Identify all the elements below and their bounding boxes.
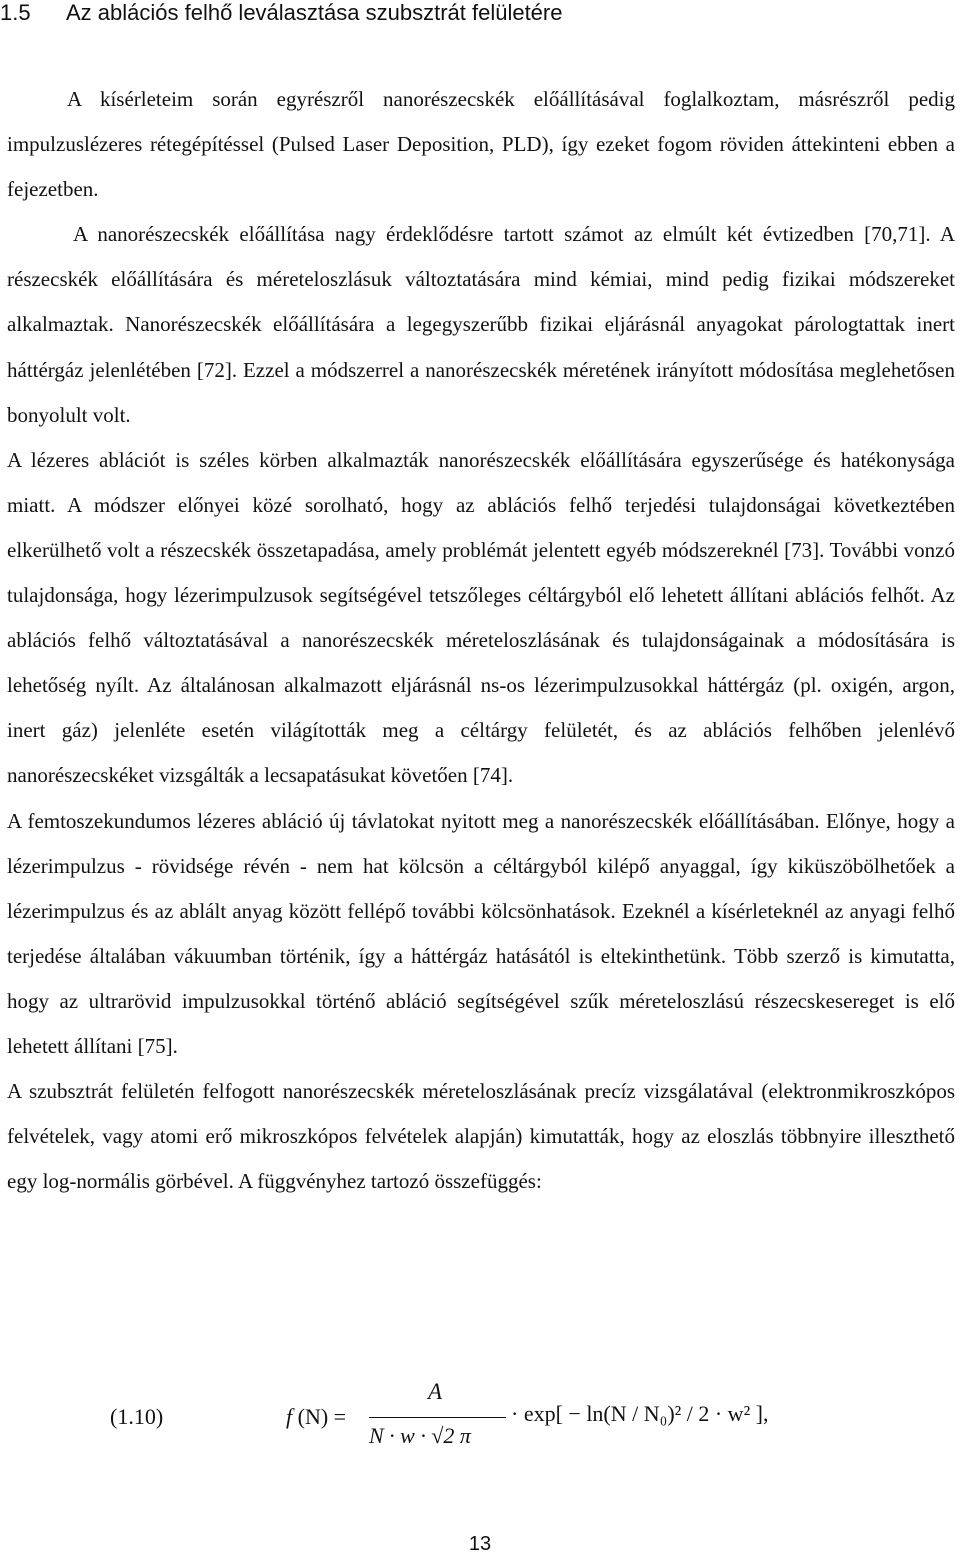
section-title: Az ablációs felhő leválasztása szubsztrát felületére [66, 0, 563, 25]
section-number: 1.5 [0, 0, 31, 25]
page-number: 13 [468, 1533, 492, 1555]
equation-argument: (N) = [297, 1404, 347, 1429]
paragraph: A nanorészecskék előállítása nagy érdeklődésre tartott számot az elmúlt két évtizedben [70,71]. A részecskék előállítására és méreteloszlásuk változtatására mind kémiai, mind pedig fizikai módszereket alkalmaztak. Nanorészecskék előállítására a legegyszerűbb fizikai eljárásnál anyagokat párologtattak inert háttérgáz jelenlétében [72]. Ezzel a módszerrel a nanorészecskék méretének irányított módosítása meglehetősen bonyolult volt. [7, 222, 955, 427]
equation-rhs: · exp[ − ln(N / N₀)² / 2 · w² ], [511, 1401, 769, 1426]
equation-lhs [286, 1404, 346, 1430]
equation-function: f [286, 1404, 293, 1429]
equation-number: (1.10) [110, 1404, 164, 1429]
equation-denominator: N · w · √2 π [369, 1423, 471, 1448]
body-text [7, 77, 955, 1204]
paragraph: A kísérleteim során egyrészről nanorészecskék előállításával foglalkoztam, másrészről pedig impulzuslézeres rétegépítéssel (Pulsed Laser Deposition, PLD), így ezeket fogom röviden áttekinteni ebben a fejezetben. [7, 87, 955, 202]
fraction-bar [369, 1417, 506, 1418]
equation [0, 1376, 960, 1466]
paragraph: A femtoszekundumos lézeres abláció új távlatokat nyitott meg a nanorészecskék előállításában. Előnye, hogy a lézerimpulzus - rövidsége révén - nem hat kölcsön a céltárgyból kilépő anyaggal, így kiküszöbölhetőek a lézerimpulzus és az ablált anyag között fellépő további kölcsönhatások. Ezeknél a kísérleteknél az anyagi felhő terjedése általában vákuumban történik, így a háttérgáz hatásától is eltekinthetünk. Több szerző is kimutatta, hogy az ultrarövid impulzusokkal történő abláció segítségével szűk méreteloszlású részecskesereget is elő lehetett állítani [75]. [7, 808, 955, 1058]
equation-numerator: A [428, 1379, 443, 1404]
section-heading [0, 0, 562, 26]
paragraph: A szubsztrát felületén felfogott nanorészecskék méreteloszlásának precíz vizsgálatával (elektronmikroszkópos felvételek, vagy atomi erő mikroszkópos felvételek alapján) kimutatták, hogy az eloszlás többnyire illeszthető egy log-normális görbével. A függvényhez tartozó összefüggés: [7, 1079, 955, 1194]
paragraph: A lézeres ablációt is széles körben alkalmazták nanorészecskék előállítására egyszerűsége és hatékonysága miatt. A módszer előnyei közé sorolható, hogy az ablációs felhő terjedési tulajdonságai következtében elkerülhető volt a részecskék összetapadása, amely problémát jelentett egyéb módszereknél [73]. További vonzó tulajdonsága, hogy lézerimpulzusok segítségével tetszőleges céltárgyból elő lehetett állítani ablációs felhőt. Az ablációs felhő változtatásával a nanorészecskék méreteloszlásának és tulajdonságainak a módosítására is lehetőség nyílt. Az általánosan alkalmazott eljárásnál ns-os lézerimpulzusokkal háttérgáz (pl. oxigén, argon, inert gáz) jelenléte esetén világították meg a céltárgy felületét, és az ablációs felhőben jelenlévő nanorészecskéket vizsgálták a lecsapatásukat követően [74]. [7, 447, 955, 788]
